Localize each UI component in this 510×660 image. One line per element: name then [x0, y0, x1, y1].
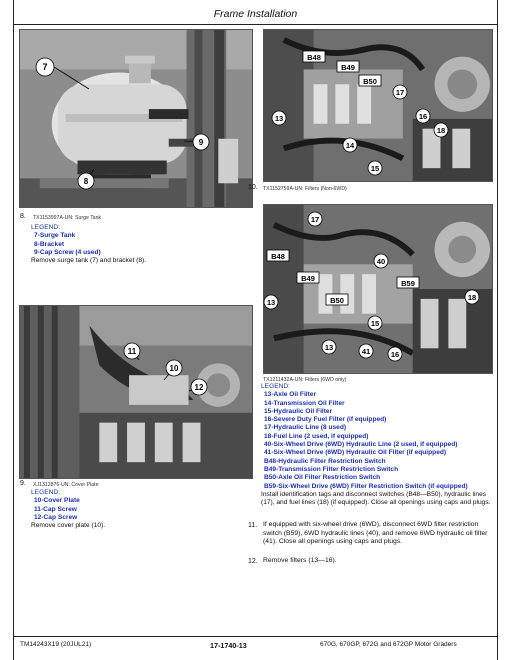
callout-40-label: 40: [376, 257, 386, 266]
callout-13-label: 13: [266, 298, 276, 307]
filters-6wd-legend: [261, 383, 497, 507]
callout-B48-label: B48: [307, 53, 321, 62]
callout-10-label: 10: [169, 364, 179, 373]
callout-7-label: 7: [42, 62, 48, 72]
callout-B49-label: B49: [301, 274, 315, 283]
callout-15-label: 15: [370, 319, 380, 328]
callout-B49-label: B49: [341, 63, 355, 72]
callout-16-label: 16: [418, 112, 428, 121]
legend-item: B50-Axle Oil Filter Restriction Switch: [264, 474, 381, 482]
callout-12-label: 12: [194, 383, 204, 392]
callout-B48-label: B48: [271, 252, 285, 261]
step-12-number: 12.: [248, 558, 258, 565]
legend-item: 7-Surge Tank: [34, 232, 76, 240]
filters-6wd-callouts: [263, 204, 493, 374]
surge-tank-caption: TX1153997A-UN: Surge Tank: [33, 215, 102, 221]
filters-non6wd-caption: TX1152759A-UN: Filters (Non-6WD): [263, 186, 347, 192]
callout-15-label: 15: [370, 164, 380, 173]
callout-17-label: 17: [395, 88, 405, 97]
cover-plate-callouts: [19, 305, 253, 479]
legend-item: B59-Six-Wheel Drive (6WD) Filter Restriction Switch (if equipped): [264, 482, 468, 490]
callout-18-label: 18: [436, 126, 446, 135]
footer-manual-id: TM14243X19 (20JUL21): [20, 641, 92, 648]
step-10-instruction: Install identification tags and disconnect switches (B48—B50), hydraulic lines (17), and fuel lines (18) (if equipped). Close all openings using caps and plugs.: [261, 490, 491, 507]
legend-item: B48-Hydraulic Filter Restriction Switch: [264, 457, 386, 465]
step-8-number: 8.: [20, 213, 26, 220]
surge-tank-callouts: [19, 29, 253, 208]
callout-18-label: 18: [467, 293, 477, 302]
legend-item: 9-Cap Screw (4 used): [34, 248, 101, 256]
step-11-text: If equipped with six-wheel drive (6WD), disconnect 6WD filter restriction switch (B59), 6WD hydraulic lines (40), and remove 6WD hydraulic oil filter (41). Close all openings using caps and plugs.: [263, 521, 488, 546]
callout-B50-label: B50: [363, 77, 377, 86]
footer-product-line: 670G, 670GP, 672G and 672GP Motor Graders: [320, 641, 457, 648]
callout-41-label: 41: [361, 347, 371, 356]
legend-item: 14-Transmission Oil Filter: [264, 399, 345, 407]
step-10-number: 10.: [248, 184, 258, 191]
legend-item: 17-Hydraulic Line (8 used): [264, 424, 347, 432]
callout-16-label: 16: [390, 350, 400, 359]
footer-divider: [13, 636, 498, 637]
callout-13b-label: 13: [324, 343, 334, 352]
step-11-number: 11.: [248, 522, 258, 529]
filters-6wd-caption: TX1211432A-UN: Filters (6WD only): [263, 377, 347, 383]
callout-B59-label: B59: [401, 279, 415, 288]
legend-title: LEGEND:: [261, 383, 290, 390]
legend-item: 11-Cap Screw: [34, 505, 77, 513]
callout-14-label: 14: [345, 141, 355, 150]
callout-8-label: 8: [83, 177, 89, 186]
callout-13-label: 13: [274, 114, 284, 123]
legend-item: 40-Six-Wheel Drive (6WD) Hydraulic Line (2 used, if equipped): [264, 441, 458, 449]
legend-item: B49-Transmission Filter Restriction Switch: [264, 465, 399, 473]
callout-11-label: 11: [127, 347, 137, 356]
step-9-instruction: Remove cover plate (10).: [31, 522, 106, 530]
cover-plate-caption: XJ1312876-UN: Cover Plate: [33, 482, 99, 488]
legend-item: 13-Axle Oil Filter: [264, 391, 317, 399]
legend-item: 15-Hydraulic Oil Filter: [264, 407, 333, 415]
footer-page-number: 17-1740-13: [210, 641, 247, 650]
callout-9-label: 9: [198, 138, 204, 147]
surge-tank-legend: [31, 224, 146, 265]
step-8-instruction: Remove surge tank (7) and bracket (8).: [31, 257, 147, 265]
step-12-text: Remove filters (13—16).: [263, 557, 337, 564]
filters-non6wd-callouts: [263, 29, 493, 182]
legend-item: 8-Bracket: [34, 240, 65, 248]
cover-plate-legend: [31, 489, 105, 530]
header-divider: [13, 24, 498, 25]
callout-B50-label: B50: [330, 296, 344, 305]
legend-item: 41-Six-Wheel Drive (6WD) Hydraulic Oil Filter (if equipped): [264, 449, 447, 457]
legend-title: LEGEND:: [31, 489, 60, 496]
page-title: Frame Installation: [213, 8, 298, 20]
callout-17-label: 17: [310, 215, 320, 224]
legend-item: 12-Cap Screw: [34, 513, 78, 521]
legend-item: 18-Fuel Line (2 used, if equipped): [264, 432, 369, 440]
legend-title: LEGEND:: [31, 224, 60, 231]
legend-item: 10-Cover Plate: [34, 497, 80, 505]
legend-item: 16-Severe Duty Fuel Filter (if equipped): [264, 416, 387, 424]
step-9-number: 9.: [20, 480, 26, 487]
